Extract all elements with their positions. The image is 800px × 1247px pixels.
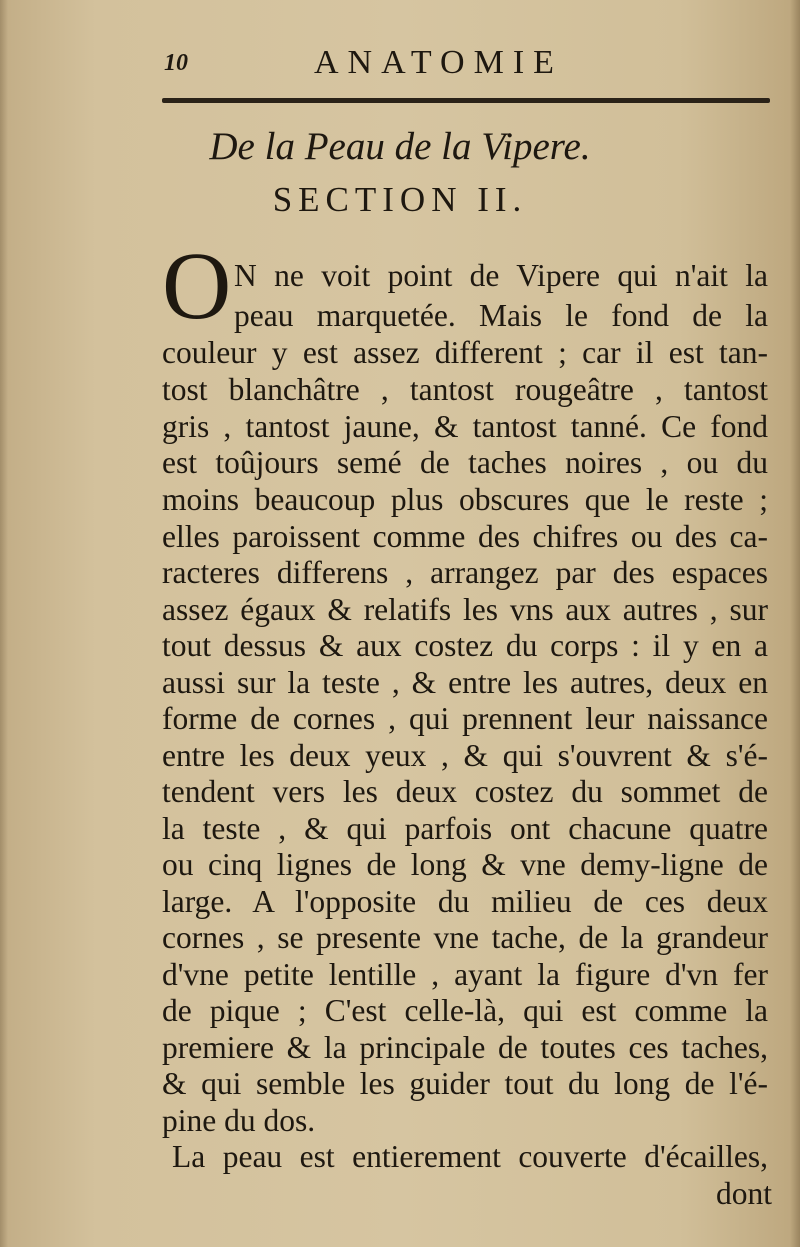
running-head: ANATOMIE (314, 44, 563, 81)
section-subtitle: De la Peau de la Vipere. (209, 125, 591, 168)
catchword: dont (715, 1176, 772, 1211)
text-line-18: large. A l'opposite du milieu de ces deux (162, 884, 768, 919)
text-line-19: cornes , se presente vne tache, de la grandeur (162, 920, 768, 955)
text-line-1: N ne voit point de Vipere qui n'ait la (234, 258, 768, 293)
text-line-12: aussi sur la teste , & entre les autres, deux en (162, 665, 768, 700)
text-line-4: tost blanchâtre , tantost rougeâtre , tantost (162, 372, 768, 407)
text-line-15: tendent vers les deux costez du sommet de (162, 774, 768, 809)
text-line-25: La peau est entierement couverte d'écailles, (172, 1139, 768, 1174)
drop-cap: O (162, 232, 232, 339)
text-line-13: forme de cornes , qui prennent leur naissance (162, 701, 768, 736)
text-line-14: entre les deux yeux , & qui s'ouvrent & s'é- (162, 738, 768, 773)
text-line-11: tout dessus & aux costez du corps : il y en a (162, 628, 768, 663)
text-line-23: & qui semble les guider tout du long de l'é- (162, 1066, 768, 1101)
text-line-3: couleur y est assez different ; car il est tan- (162, 335, 768, 370)
text-line-5: gris , tantost jaune, & tantost tanné. Ce fond (162, 409, 768, 444)
text-line-9: racteres differens , arrangez par des espaces (162, 555, 768, 590)
text-line-22: premiere & la principale de toutes ces taches, (162, 1030, 768, 1065)
page-number: 10 (164, 50, 188, 76)
text-line-20: d'vne petite lentille , ayant la figure d'vn fer (162, 957, 768, 992)
text-line-10: assez égaux & relatifs les vns aux autres , sur (162, 592, 768, 627)
section-title: SECTION II. (272, 180, 528, 219)
text-line-16: la teste , & qui parfois ont chacune quatre (162, 811, 768, 846)
header-rule (162, 98, 770, 103)
text-line-21: de pique ; C'est celle-là, qui est comme la (162, 993, 768, 1028)
text-line-17: ou cinq lignes de long & vne demy-ligne de (162, 847, 768, 882)
text-line-6: est toûjours semé de taches noires , ou du (162, 445, 768, 480)
text-line-8: elles paroissent comme des chifres ou des ca- (162, 519, 768, 554)
text-line-24: pine du dos. (162, 1103, 316, 1138)
text-line-7: moins beaucoup plus obscures que le reste ; (162, 482, 768, 517)
text-line-2: peau marquetée. Mais le fond de la (234, 298, 768, 333)
